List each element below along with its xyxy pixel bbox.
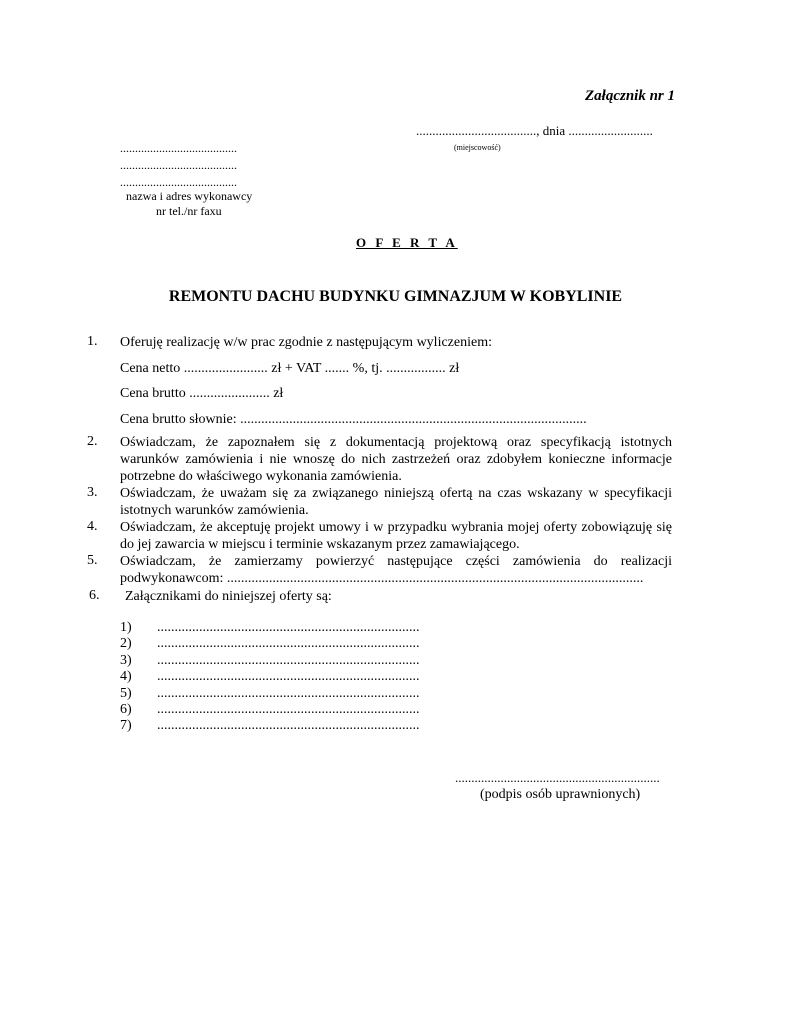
attachment-line: ...........................................................................: [157, 718, 420, 733]
attachment-line: ...........................................................................: [157, 686, 420, 701]
annex-label: Załącznik nr 1: [585, 88, 676, 104]
item-number: 1.: [87, 334, 98, 349]
price-brutto-words: Cena brutto słownie: ...................................................................................................: [120, 412, 587, 427]
contractor-line-1: .......................................: [120, 141, 237, 155]
attachment-line: ...........................................................................: [157, 620, 420, 635]
attachment-line: ...........................................................................: [157, 702, 420, 717]
signature-line: ...............................................................: [455, 770, 660, 785]
item-text: Oświadczam, że zapoznałem się z dokumentacją projektową oraz specyfikacją istotnych warunków zamówienia i nie wnoszę do nich zastrzeżeń oraz zdobyłem konieczne informacje potrzebne do właściwego wykonania zamówienia.: [120, 435, 672, 484]
price-brutto: Cena brutto ....................... zł: [120, 386, 284, 401]
attachment-number: 3): [120, 653, 132, 668]
attachment-number: 1): [120, 620, 132, 635]
attachment-number: 6): [120, 702, 132, 717]
item-text: Oświadczam, że zamierzamy powierzyć następujące części zamówienia do realizacji podwykonawcom: .......................................................................................................................: [120, 554, 672, 586]
attachment-number: 4): [120, 669, 132, 684]
contractor-caption-phone: nr tel./nr faxu: [156, 204, 222, 218]
price-netto: Cena netto ........................ zł + VAT ....... %, tj. ................. zł: [120, 361, 460, 376]
attachment-number: 2): [120, 636, 132, 651]
place-date-field: ....................................., dnia ..........................: [416, 123, 653, 138]
item-text: Oferuję realizację w/w prac zgodnie z następującym wyliczeniem:: [120, 335, 492, 350]
offer-title: O F E R T A: [356, 235, 458, 250]
attachment-line: ...........................................................................: [157, 636, 420, 651]
signature-caption: (podpis osób uprawnionych): [480, 787, 641, 802]
attachment-number: 5): [120, 686, 132, 701]
item-text: Oświadczam, że uważam się za związanego niniejszą ofertą na czas wskazany w specyfikacji istotnych warunków zamówienia.: [120, 486, 672, 518]
item-number: 5.: [87, 553, 98, 568]
item-number: 3.: [87, 485, 98, 500]
attachment-number: 7): [120, 718, 132, 733]
item-text: Oświadczam, że akceptuję projekt umowy i w przypadku wybrania mojej oferty zobowiązuję się do jej zawarcia w miejscu i terminie wskazanym przez zamawiającego.: [120, 520, 672, 552]
item-number: 2.: [87, 434, 98, 449]
contractor-caption-name: nazwa i adres wykonawcy: [126, 189, 253, 203]
attachment-line: ...........................................................................: [157, 669, 420, 684]
offer-subject: REMONTU DACHU BUDYNKU GIMNAZJUM W KOBYLINIE: [168, 288, 623, 305]
item-number: 4.: [87, 519, 98, 534]
contractor-line-2: .......................................: [120, 158, 237, 172]
place-caption: (miejscowość): [454, 143, 501, 152]
attachment-line: ...........................................................................: [157, 653, 420, 668]
item-text: Załącznikami do niniejszej oferty są:: [125, 589, 332, 604]
item-number: 6.: [89, 588, 100, 603]
contractor-line-3: .......................................: [120, 175, 237, 189]
